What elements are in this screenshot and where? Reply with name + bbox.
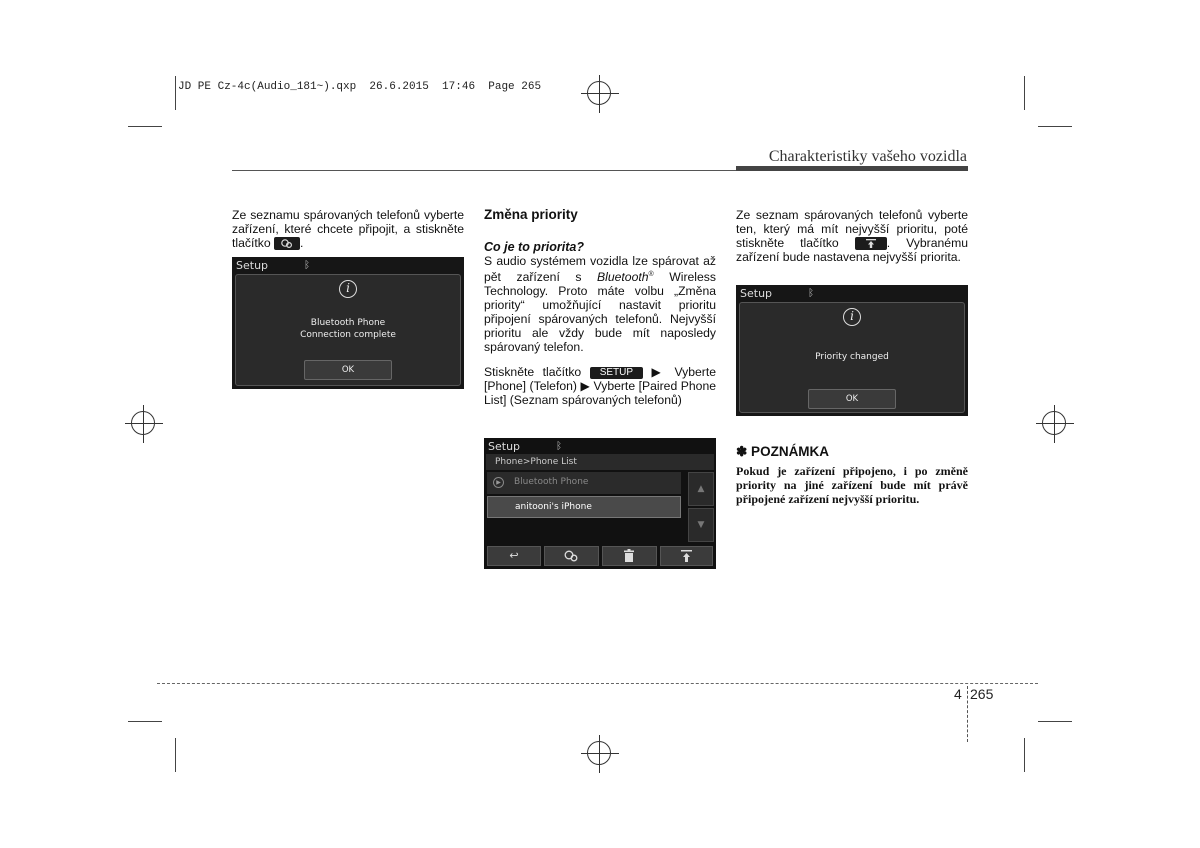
- popup-message: Priority changed: [815, 352, 889, 362]
- arrow-icon: ▶: [580, 379, 591, 394]
- popup-dialog: [739, 302, 965, 413]
- bluetooth-icon: ᛒ: [556, 441, 562, 452]
- trash-icon: [603, 547, 656, 565]
- registration-mark-icon: [581, 75, 619, 113]
- crop-mark: [1024, 76, 1025, 110]
- crop-mark: [1038, 126, 1072, 127]
- page-number: 265: [970, 686, 994, 702]
- column-2: [484, 208, 716, 407]
- priority-up-icon: [661, 547, 712, 565]
- ok-button[interactable]: OK: [808, 389, 896, 409]
- list-item-label: anitooni's iPhone: [515, 502, 592, 512]
- list-item-label: Bluetooth Phone: [514, 477, 589, 487]
- scroll-down-button[interactable]: ▼: [688, 508, 714, 542]
- crop-mark: [175, 738, 176, 772]
- chapter-number: 4: [954, 686, 962, 702]
- ok-button[interactable]: OK: [304, 360, 392, 380]
- list-item-selected[interactable]: [487, 496, 681, 518]
- crop-mark: [128, 721, 162, 722]
- back-icon: ↩: [509, 549, 519, 562]
- scroll-up-button[interactable]: ▲: [688, 472, 714, 506]
- bluetooth-icon: ᛒ: [808, 288, 814, 299]
- play-circle-icon: ▶: [493, 477, 504, 488]
- column-1: [232, 208, 464, 250]
- delete-button[interactable]: [602, 546, 657, 566]
- note-title: ✽ POZNÁMKA: [736, 444, 830, 459]
- paragraph: S audio systémem vozidla lze spárovat až pět zařízení s Bluetooth® Wireless Technology. Proto máte volbu „Změna priority“ umožňující nastavit prioritu připojení spárovaných telefonů. Nejvyšší prioritu ale vždy bude mít naposledy spárovaný telefon.: [484, 254, 716, 355]
- note: [736, 445, 968, 506]
- info-icon: i: [843, 308, 861, 326]
- crop-mark: [175, 76, 176, 110]
- crop-mark: [1024, 738, 1025, 772]
- back-button[interactable]: [487, 546, 541, 566]
- print-slug: JD PE Cz-4c(Audio_181~).qxp 26.6.2015 17:46 Page 265: [178, 81, 542, 93]
- column-3: [736, 208, 968, 264]
- priority-up-icon: [855, 237, 887, 250]
- footer-rule: [157, 683, 1038, 684]
- list-item[interactable]: [487, 472, 681, 494]
- info-icon: i: [339, 280, 357, 298]
- phone-connect-icon: [545, 547, 598, 565]
- crop-mark: [128, 126, 162, 127]
- priority-button[interactable]: [660, 546, 713, 566]
- subheading: Co je to priorita?: [484, 240, 584, 254]
- registration-mark-icon: [1036, 405, 1074, 443]
- footer-divider: [967, 686, 968, 742]
- setup-button-label: SETUP: [590, 367, 643, 379]
- bluetooth-icon: ᛒ: [304, 260, 310, 271]
- screen-header: Setup: [488, 440, 521, 453]
- screen-header: Setup: [236, 259, 269, 272]
- phone-connect-icon: [274, 237, 300, 250]
- screen-connection-complete: [232, 257, 464, 389]
- paragraph: Ze seznam spárovaných telefonů vyberte ten, který má mít nejvyšší prioritu, poté stiskněte tlačítko . Vybranému zařízení bude nastavena nejvyšší priorita.: [736, 208, 968, 265]
- registration-mark-icon: [125, 405, 163, 443]
- connect-button[interactable]: [544, 546, 599, 566]
- arrow-icon: ▶: [651, 365, 666, 380]
- popup-dialog: [235, 274, 461, 386]
- section-heading: Změna priority: [484, 207, 578, 222]
- popup-message-line2: Connection complete: [300, 330, 396, 340]
- header-rule-thick: [736, 166, 968, 171]
- popup-message-line1: Bluetooth Phone: [310, 318, 386, 328]
- registration-mark-icon: [581, 735, 619, 773]
- crop-mark: [1038, 721, 1072, 722]
- screen-header: Setup: [740, 287, 773, 300]
- note-body: Pokud je zařízení připojeno, i po změně priority na jiné zařízení bude mít právě připojené zařízení nejvyšší prioritu.: [736, 464, 968, 506]
- section-title: Charakteristiky vašeho vozidla: [768, 148, 967, 165]
- paragraph: Ze seznamu spárovaných telefonů vyberte zařízení, které chcete připojit, a stiskněte tlačítko .: [232, 208, 464, 250]
- paragraph: Stiskněte tlačítko SETUP ▶ Vyberte [Phone] (Telefon) ▶ Vyberte [Paired Phone List] (Seznam spárovaných telefonů): [484, 365, 717, 408]
- breadcrumb: Phone>Phone List: [495, 457, 577, 467]
- screen-phone-list: [484, 438, 716, 569]
- screen-priority-changed: [736, 285, 968, 416]
- header-rule: [232, 170, 736, 171]
